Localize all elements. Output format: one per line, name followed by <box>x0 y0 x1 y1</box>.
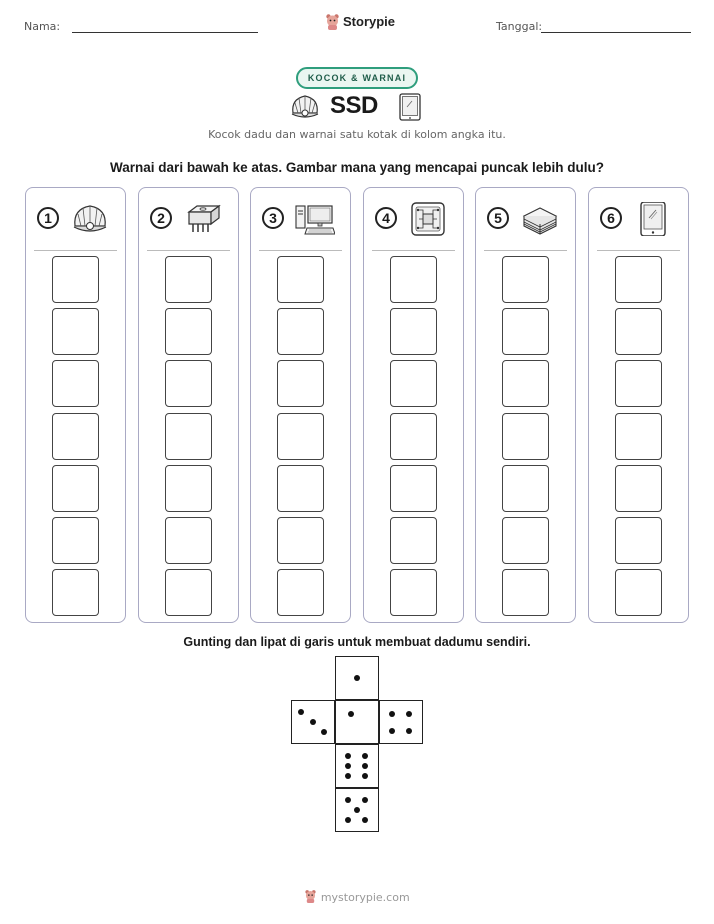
brand-logo <box>325 13 395 30</box>
die-face-four <box>379 700 423 744</box>
column-number: 6 <box>600 207 622 229</box>
activity-badge: KOCOK & WARNAI <box>296 67 418 89</box>
divider <box>34 250 117 251</box>
divider <box>597 250 680 251</box>
coloring-box[interactable] <box>502 308 549 355</box>
die-face-three <box>291 700 335 744</box>
die-face-one-center <box>335 700 379 744</box>
coloring-box[interactable] <box>390 308 437 355</box>
pip <box>345 763 351 769</box>
pip <box>298 709 304 715</box>
coloring-box[interactable] <box>277 517 324 564</box>
coloring-box[interactable] <box>615 413 662 460</box>
pip <box>362 797 368 803</box>
coloring-box[interactable] <box>502 569 549 616</box>
column-5 <box>475 187 576 623</box>
coloring-box[interactable] <box>165 413 212 460</box>
coloring-box[interactable] <box>52 360 99 407</box>
coloring-box[interactable] <box>390 517 437 564</box>
column-number: 1 <box>37 207 59 229</box>
name-label: Nama: <box>24 20 61 33</box>
coloring-box[interactable] <box>277 308 324 355</box>
coloring-box[interactable] <box>277 465 324 512</box>
bear-mascot-icon <box>325 13 340 30</box>
pip <box>310 719 316 725</box>
coloring-box[interactable] <box>52 256 99 303</box>
pip <box>389 728 395 734</box>
pip <box>348 711 354 717</box>
clam-shell-icon <box>70 202 110 236</box>
coloring-box[interactable] <box>277 569 324 616</box>
pip <box>354 675 360 681</box>
column-3 <box>250 187 351 623</box>
divider <box>147 250 230 251</box>
coloring-box[interactable] <box>502 360 549 407</box>
pip <box>345 753 351 759</box>
divider <box>259 250 342 251</box>
pip <box>389 711 395 717</box>
coloring-box[interactable] <box>165 308 212 355</box>
subtitle: Kocok dadu dan warnai satu kotak di kolom angka itu. <box>208 128 506 141</box>
column-6 <box>588 187 689 623</box>
coloring-box[interactable] <box>390 360 437 407</box>
pip <box>345 817 351 823</box>
pip <box>362 763 368 769</box>
clam-shell-icon <box>289 93 321 121</box>
coloring-box[interactable] <box>615 308 662 355</box>
column-2 <box>138 187 239 623</box>
bear-mascot-icon <box>304 889 317 903</box>
coloring-box[interactable] <box>52 569 99 616</box>
brand-name: Storypie <box>343 14 396 29</box>
coloring-box[interactable] <box>615 256 662 303</box>
footer <box>0 889 714 904</box>
tablet-icon <box>633 202 673 236</box>
stack-of-disks-icon <box>520 202 560 236</box>
coloring-box[interactable] <box>277 360 324 407</box>
coloring-box[interactable] <box>52 308 99 355</box>
coloring-box[interactable] <box>615 517 662 564</box>
coloring-box[interactable] <box>390 465 437 512</box>
coloring-box[interactable] <box>502 517 549 564</box>
die-face-one <box>335 656 379 700</box>
column-number: 4 <box>375 207 397 229</box>
coloring-box[interactable] <box>165 465 212 512</box>
coloring-box[interactable] <box>390 256 437 303</box>
die-face-five <box>335 788 379 832</box>
coloring-box[interactable] <box>502 465 549 512</box>
coloring-box[interactable] <box>165 517 212 564</box>
pip <box>362 753 368 759</box>
pip <box>362 773 368 779</box>
coloring-box[interactable] <box>52 413 99 460</box>
coloring-box[interactable] <box>165 256 212 303</box>
pip <box>321 729 327 735</box>
pip <box>345 773 351 779</box>
column-number: 3 <box>262 207 284 229</box>
desktop-computer-icon <box>295 202 335 236</box>
tablet-icon <box>399 93 421 121</box>
coloring-box[interactable] <box>502 256 549 303</box>
coloring-box[interactable] <box>390 569 437 616</box>
column-number: 5 <box>487 207 509 229</box>
coloring-box[interactable] <box>615 360 662 407</box>
date-line[interactable] <box>541 32 691 33</box>
coloring-box[interactable] <box>165 360 212 407</box>
coloring-box[interactable] <box>277 413 324 460</box>
instruction: Warnai dari bawah ke atas. Gambar mana yang mencapai puncak lebih dulu? <box>110 160 604 175</box>
divider <box>372 250 455 251</box>
coloring-box[interactable] <box>390 413 437 460</box>
circuit-board-icon <box>408 202 448 236</box>
coloring-box[interactable] <box>165 569 212 616</box>
dice-instruction: Gunting dan lipat di garis untuk membuat dadumu sendiri. <box>183 635 531 649</box>
page-title: SSD <box>330 92 378 119</box>
column-1 <box>25 187 126 623</box>
pip <box>406 711 412 717</box>
die-face-six <box>335 744 379 788</box>
coloring-box[interactable] <box>615 569 662 616</box>
date-label: Tanggal: <box>496 20 543 33</box>
pip <box>406 728 412 734</box>
microchip-icon <box>183 202 223 236</box>
coloring-box[interactable] <box>277 256 324 303</box>
coloring-box[interactable] <box>615 465 662 512</box>
coloring-box[interactable] <box>52 465 99 512</box>
coloring-box[interactable] <box>52 517 99 564</box>
divider <box>484 250 567 251</box>
footer-url: mystorypie.com <box>320 891 410 904</box>
coloring-box[interactable] <box>502 413 549 460</box>
name-line[interactable] <box>72 32 258 33</box>
pip <box>354 807 360 813</box>
pip <box>345 797 351 803</box>
pip <box>362 817 368 823</box>
column-4 <box>363 187 464 623</box>
column-number: 2 <box>150 207 172 229</box>
